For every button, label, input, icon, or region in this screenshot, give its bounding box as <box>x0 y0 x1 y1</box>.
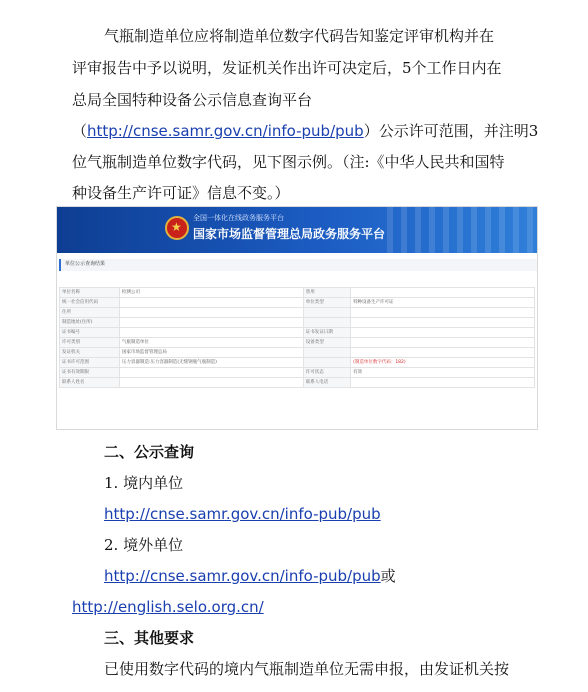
field-value: 特种设备生产许可证 <box>351 298 535 308</box>
field-value: 有效 <box>351 368 535 378</box>
field-label: 单位名称 <box>60 288 120 298</box>
table-row <box>60 378 535 388</box>
field-value <box>351 328 535 338</box>
field-value <box>119 308 303 318</box>
table-row <box>60 328 535 338</box>
field-label: 住所 <box>60 308 120 318</box>
field-value <box>351 358 535 368</box>
example-screenshot-figure <box>56 206 538 430</box>
platform-link[interactable]: http://cnse.samr.gov.cn/info-pub/pub <box>87 122 364 140</box>
field-label <box>303 318 350 328</box>
field-value: 气瓶制造单位 <box>119 338 303 348</box>
list-item-label: 2. 境外单位 <box>104 536 184 554</box>
table-row <box>60 358 535 368</box>
digital-code-note: (制造单位数字代码：182) <box>353 360 406 365</box>
company-info-table <box>59 287 535 388</box>
building-graphic <box>387 207 537 253</box>
section-title-bar <box>59 259 537 271</box>
field-value <box>119 328 303 338</box>
field-value <box>351 308 535 318</box>
field-label <box>303 358 350 368</box>
field-value <box>351 288 535 298</box>
field-value <box>351 378 535 388</box>
field-value: 压力容器制造:压力容器制造(无缝钢瓶气瓶制造) <box>119 358 303 368</box>
table-row <box>60 308 535 318</box>
url-line <box>104 566 396 586</box>
body-text: ）公示许可范围，并注明3 <box>363 122 539 140</box>
field-label: 制造地址(住所) <box>60 318 120 328</box>
list-item-label: 1. 境内单位 <box>104 474 184 492</box>
field-label: 证书有效期限 <box>60 368 120 378</box>
field-label: 曾用 <box>303 288 350 298</box>
field-label: 统一社会信用代码 <box>60 298 120 308</box>
field-label: 单位类型 <box>303 298 350 308</box>
body-text-line: 已使用数字代码的境内气瓶制造单位无需申报，由发证机关按 <box>104 660 510 678</box>
section-heading: 二、公示查询 <box>104 443 195 461</box>
field-label: 证书许可范围 <box>60 358 120 368</box>
table-row <box>60 368 535 378</box>
field-value: 国家市场监督管理总局 <box>119 348 303 358</box>
foreign-query-link[interactable]: http://cnse.samr.gov.cn/info-pub/pub <box>104 567 381 585</box>
url-line <box>72 597 264 617</box>
field-value <box>119 298 303 308</box>
field-value <box>119 318 303 328</box>
portal-banner <box>57 207 537 253</box>
field-label: 证书发证日期 <box>303 328 350 338</box>
field-value <box>119 368 303 378</box>
banner-subtitle: 全国一体化在线政务服务平台 <box>193 214 284 222</box>
field-label <box>303 308 350 318</box>
banner-title: 国家市场监督管理总局政务服务平台 <box>193 227 386 241</box>
field-label: 设备类型 <box>303 338 350 348</box>
field-value <box>351 348 535 358</box>
table-row <box>60 348 535 358</box>
url-line <box>104 504 381 524</box>
field-label: 证书编号 <box>60 328 120 338</box>
field-label: 联系人电话 <box>303 378 350 388</box>
field-value: 检测公司 <box>119 288 303 298</box>
table-row <box>60 338 535 348</box>
field-value <box>351 318 535 328</box>
section-title: 单位公示查询结果 <box>65 261 106 267</box>
table-row <box>60 298 535 308</box>
domestic-query-link[interactable]: http://cnse.samr.gov.cn/info-pub/pub <box>104 505 381 523</box>
body-text-line: 种设备生产许可证》信息不变。） <box>72 184 290 202</box>
open-paren: （ <box>72 122 88 140</box>
body-text-line: 总局全国特种设备公示信息查询平台 <box>72 91 313 109</box>
body-text-line <box>72 121 538 141</box>
field-label: 发证机关 <box>60 348 120 358</box>
table-row <box>60 288 535 298</box>
field-label: 联系人姓名 <box>60 378 120 388</box>
or-text: 或 <box>380 567 396 585</box>
field-label <box>303 348 350 358</box>
section-heading: 三、其他要求 <box>104 629 195 647</box>
body-text-line: 评审报告中予以说明，发证机关作出许可决定后，5个工作日内在 <box>72 59 502 77</box>
field-value <box>351 338 535 348</box>
national-emblem-icon: ★ <box>165 216 189 240</box>
english-site-link[interactable]: http://english.selo.org.cn/ <box>72 598 264 616</box>
field-label: 许可状态 <box>303 368 350 378</box>
field-value <box>119 378 303 388</box>
field-label: 许可类别 <box>60 338 120 348</box>
body-text-line: 位气瓶制造单位数字代码，见下图示例。（注:《中华人民共和国特 <box>72 153 505 171</box>
table-row <box>60 318 535 328</box>
body-text-line: 气瓶制造单位应将制造单位数字代码告知鉴定评审机构并在 <box>104 27 495 45</box>
